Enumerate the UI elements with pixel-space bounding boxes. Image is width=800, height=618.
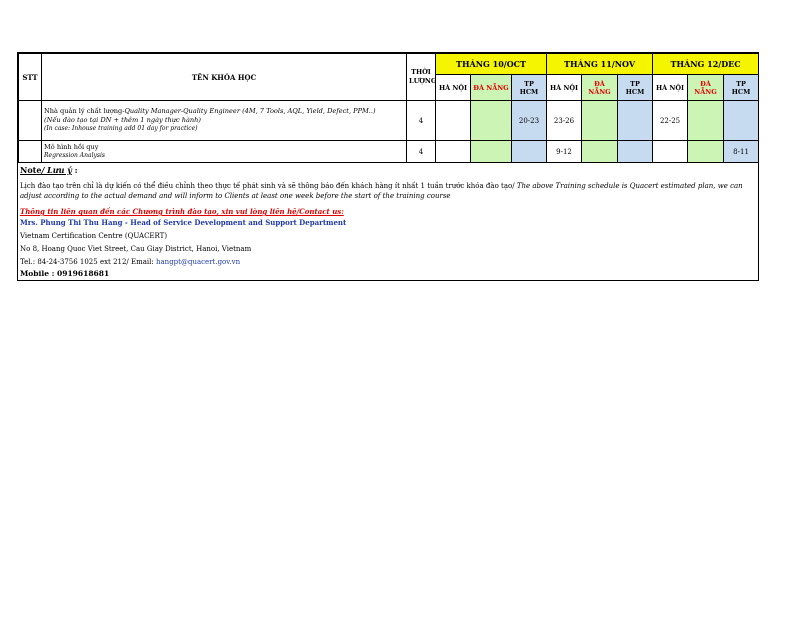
duration-cell: 4: [407, 101, 436, 141]
city-header-hanoi: HÀ NỘI: [653, 75, 688, 101]
schedule-table: [18, 53, 759, 163]
course-title-en: Regression Analysis: [44, 152, 105, 159]
note-heading: [20, 165, 756, 175]
disclaimer-en: The above Training schedule is Quacert estimated plan, we can adjust according to the actual demand and will inform to Clients at least one week before the start of the training course: [20, 182, 743, 200]
date-cell: [618, 141, 653, 163]
note-title-vi: / Lưu ý: [41, 165, 72, 175]
contact-organization: Vietnam Certification Centre (QUACERT): [20, 232, 168, 240]
duration-header: THỜI LƯỢNG: [407, 54, 436, 101]
city-header-danang: ĐÀ NẴNG: [471, 75, 512, 101]
stt-cell: [19, 101, 42, 141]
date-cell: [618, 101, 653, 141]
date-cell: [471, 141, 512, 163]
date-cell: 8-11: [724, 141, 759, 163]
table-row: [19, 141, 759, 163]
city-header-hcm: TP HCM: [618, 75, 653, 101]
note-title-en: Note: [20, 165, 42, 175]
date-cell: [471, 101, 512, 141]
notes-section: [18, 163, 758, 280]
city-header-danang: ĐÀ NẴNG: [582, 75, 618, 101]
date-cell: 23-26: [547, 101, 582, 141]
email-link[interactable]: hangpt@quacert.gov.vn: [156, 258, 241, 266]
city-header-hanoi: HÀ NỘI: [547, 75, 582, 101]
stt-cell: [19, 141, 42, 163]
course-name-cell: [42, 101, 407, 141]
course-name-header: TÊN KHÓA HỌC: [42, 54, 407, 101]
date-cell: [582, 101, 618, 141]
month-dec-header: THÁNG 12/DEC: [653, 54, 759, 75]
date-cell: [512, 141, 547, 163]
schedule-disclaimer: [20, 181, 756, 201]
month-oct-header: THÁNG 10/OCT: [436, 54, 547, 75]
table-row: [19, 101, 759, 141]
date-cell: 20-23: [512, 101, 547, 141]
course-title-vi: Mô hình hồi quy: [44, 142, 99, 151]
note-title-colon: :: [71, 165, 78, 175]
month-nov-header: THÁNG 11/NOV: [547, 54, 653, 75]
course-title-en: Quality Manager-Quality Engineer (4M, 7 Tools, AQL, Yield, Defect, PPM..): [124, 107, 376, 116]
city-header-hcm: TP HCM: [512, 75, 547, 101]
date-cell: [724, 101, 759, 141]
duration-cell: 4: [407, 141, 436, 163]
course-note-en: (In case: Inhouse training add 01 day for practice): [44, 125, 198, 133]
course-note-vi: (Nếu đào tạo tại DN + thêm 1 ngày thực hành): [44, 115, 201, 124]
date-cell: [688, 101, 724, 141]
course-name-cell: [42, 141, 407, 163]
training-schedule-sheet: [17, 52, 759, 281]
date-cell: [688, 141, 724, 163]
date-cell: 22-25: [653, 101, 688, 141]
date-cell: [653, 141, 688, 163]
contact-mobile: Mobile : 0919618681: [20, 269, 110, 278]
date-cell: [436, 101, 471, 141]
contact-person: Mrs. Phung Thi Thu Hang - Head of Service Development and Support Department: [20, 218, 347, 227]
contact-tel: [20, 257, 756, 267]
contact-address: No 8, Hoang Quoc Viet Street, Cau Giay District, Hanoi, Vietnam: [20, 245, 252, 253]
city-header-hcm: TP HCM: [724, 75, 759, 101]
tel-text: Tel.: 84-24-3756 1025 ext 212/ Email:: [20, 258, 156, 266]
city-header-danang: ĐÀ NẴNG: [688, 75, 724, 101]
date-cell: [436, 141, 471, 163]
date-cell: 9-12: [547, 141, 582, 163]
course-title-vi: Nhà quản lý chất lượng-: [44, 107, 125, 116]
stt-header: STT: [19, 54, 42, 101]
date-cell: [582, 141, 618, 163]
city-header-hanoi: HÀ NỘI: [436, 75, 471, 101]
disclaimer-vi: Lịch đào tạo trên chỉ là dự kiến có thể điều chỉnh theo thực tế phát sinh và sẽ thông báo đến khách hàng ít nhất 1 tuần trước khóa đào tạo/: [20, 182, 517, 190]
contact-heading: Thông tin liên quan đến các Chương trình đào tạo, xin vui lòng liên hệ/Contact us:: [20, 207, 344, 216]
